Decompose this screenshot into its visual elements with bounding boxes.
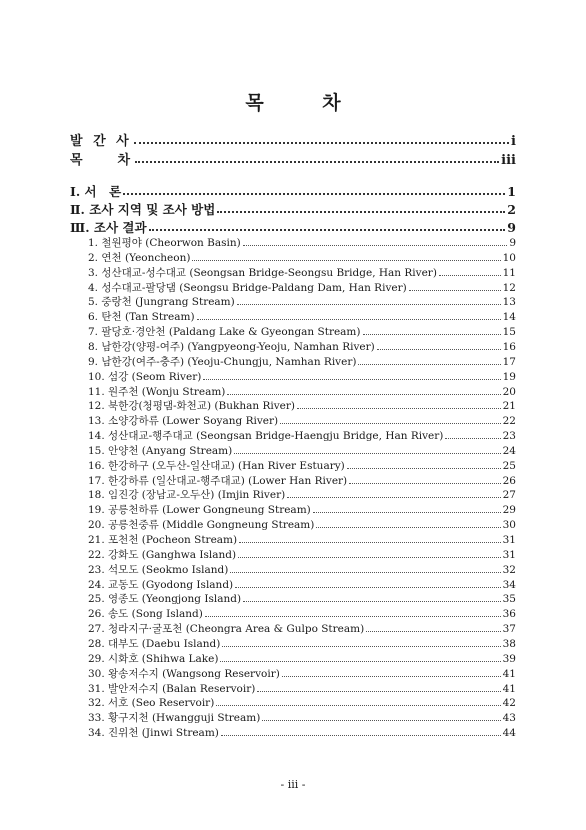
toc-item-row xyxy=(88,577,516,592)
dot-leader xyxy=(123,193,505,195)
toc-item-page-number: 37 xyxy=(502,623,516,635)
toc-item-row xyxy=(88,502,516,517)
toc-item-row xyxy=(88,235,516,250)
toc-item-page-number: 14 xyxy=(502,311,516,323)
front-matter-entry-page-number: i xyxy=(511,134,516,149)
dot-leader xyxy=(205,616,501,617)
toc-item-page-number: 25 xyxy=(502,460,516,472)
toc-item-row xyxy=(88,666,516,681)
toc-item-label: 25. 영종도 (Yeongjong Island) xyxy=(88,593,242,605)
toc-item-row xyxy=(88,681,516,696)
section-entry-page-number: 9 xyxy=(507,220,516,235)
toc-item-page-number: 26 xyxy=(502,475,516,487)
dot-leader xyxy=(313,512,501,513)
toc-item-label: 24. 교동도 (Gyodong Island) xyxy=(88,579,234,591)
toc-item-row xyxy=(88,547,516,562)
dot-leader xyxy=(239,542,501,543)
toc-item-label: 26. 송도 (Song Island) xyxy=(88,608,203,620)
toc-item-row xyxy=(88,636,516,651)
dot-leader xyxy=(287,497,500,498)
toc-item-page-number: 9 xyxy=(509,237,516,249)
toc-item-page-number: 34 xyxy=(502,579,516,591)
toc-item-page-number: 32 xyxy=(502,564,516,576)
front-matter-entry-page-number: iii xyxy=(501,153,516,168)
toc-item-row xyxy=(88,651,516,666)
toc-item-page-number: 35 xyxy=(502,593,516,605)
dot-leader xyxy=(257,691,500,692)
section-entry-label: Ⅱ. 조사 지역 및 조사 방법 xyxy=(70,202,216,217)
front-matter-entry-label: 목 차 xyxy=(70,153,134,168)
toc-item-label: 30. 왕송저수지 (Wangsong Reservoir) xyxy=(88,668,280,680)
toc-item-label: 19. 공릉천하류 (Lower Gongneung Stream) xyxy=(88,504,311,516)
section-entry-row xyxy=(70,218,516,236)
toc-item-row xyxy=(88,473,516,488)
front-matter-entry-row xyxy=(70,130,516,149)
dot-leader xyxy=(358,364,500,365)
toc-item-label: 29. 시화호 (Shihwa Lake) xyxy=(88,653,219,665)
toc-item-row xyxy=(88,517,516,532)
toc-item-label: 14. 성산대교-행주대교 (Seongsan Bridge-Haengju Bridge, Han River) xyxy=(88,430,444,442)
toc-item-label: 33. 황구지천 (Hwangguji Stream) xyxy=(88,712,261,724)
front-matter-entry-label: 발 간 사 xyxy=(70,134,132,149)
toc-item-page-number: 42 xyxy=(502,697,516,709)
toc-item-row xyxy=(88,725,516,740)
dot-leader xyxy=(235,587,500,588)
toc-item-label: 7. 팔당호·경안천 (Paldang Lake & Gyeongan Stream) xyxy=(88,326,361,338)
toc-item-label: 23. 석모도 (Seokmo Island) xyxy=(88,564,229,576)
dot-leader xyxy=(197,319,501,320)
toc-item-page-number: 11 xyxy=(502,267,516,279)
toc-item-page-number: 20 xyxy=(502,386,516,398)
dot-leader xyxy=(230,572,500,573)
section-entry-page-number: 1 xyxy=(507,184,516,199)
dot-leader xyxy=(262,720,500,721)
toc-item-row xyxy=(88,324,516,339)
toc-item-label: 4. 성수대교-팔당댐 (Seongsu Bridge-Paldang Dam, Han River) xyxy=(88,282,407,294)
toc-item-row xyxy=(88,562,516,577)
dot-leader xyxy=(203,379,500,380)
toc-item-row xyxy=(88,354,516,369)
dot-leader xyxy=(227,394,500,395)
toc-item-label: 9. 남한강(여주-충주) (Yeoju-Chungju, Namhan River) xyxy=(88,356,357,368)
toc-item-label: 22. 강화도 (Ganghwa Island) xyxy=(88,549,237,561)
dot-leader xyxy=(222,646,500,647)
toc-item-row xyxy=(88,265,516,280)
toc-item-row xyxy=(88,443,516,458)
dot-leader xyxy=(316,527,500,528)
toc-item-row xyxy=(88,413,516,428)
toc-item-page-number: 30 xyxy=(502,519,516,531)
toc-item-page-number: 19 xyxy=(502,371,516,383)
dot-leader xyxy=(149,229,506,231)
toc-item-label: 28. 대부도 (Daebu Island) xyxy=(88,638,221,650)
toc-item-page-number: 24 xyxy=(502,445,516,457)
toc-item-label: 12. 북한강(청평댐-화천교) (Bukhan River) xyxy=(88,400,295,412)
front-matter-entry-row xyxy=(70,149,516,168)
toc-item-page-number: 38 xyxy=(502,638,516,650)
toc-item-page-number: 31 xyxy=(502,549,516,561)
dot-leader xyxy=(409,290,501,291)
toc-item-page-number: 44 xyxy=(502,727,516,739)
toc-item-page-number: 17 xyxy=(502,356,516,368)
toc-item-page-number: 31 xyxy=(502,534,516,546)
dot-leader xyxy=(377,349,501,350)
dot-leader xyxy=(347,468,501,469)
toc-item-row xyxy=(88,384,516,399)
toc-item-page-number: 41 xyxy=(502,683,516,695)
toc-item-page-number: 21 xyxy=(502,400,516,412)
toc-item-label: 5. 중랑천 (Jungrang Stream) xyxy=(88,296,235,308)
toc-item-row xyxy=(88,695,516,710)
toc-item-page-number: 15 xyxy=(502,326,516,338)
section-entry-label: Ⅲ. 조사 결과 xyxy=(70,220,147,235)
dot-leader xyxy=(216,705,500,706)
dot-leader xyxy=(135,161,499,163)
section-entry-row xyxy=(70,182,516,200)
toc-item-row xyxy=(88,398,516,413)
toc-item-label: 17. 한강하류 (일산대교-행주대교) (Lower Han River) xyxy=(88,475,348,487)
dot-leader xyxy=(439,275,501,276)
dot-leader xyxy=(445,438,500,439)
dot-leader xyxy=(237,304,501,305)
toc-item-row xyxy=(88,621,516,636)
toc-item-label: 3. 성산대교-성수대교 (Seongsan Bridge-Seongsu Bridge, Han River) xyxy=(88,267,437,279)
toc-item-row xyxy=(88,591,516,606)
toc-item-label: 32. 서호 (Seo Reservoir) xyxy=(88,697,215,709)
toc-item-row xyxy=(88,369,516,384)
dot-leader xyxy=(282,676,501,677)
toc-item-page-number: 10 xyxy=(502,252,516,264)
page-number: - iii - xyxy=(280,778,306,791)
dot-leader xyxy=(220,661,500,662)
dot-leader xyxy=(238,557,501,558)
page-title: 목 차 xyxy=(245,92,367,114)
toc-item-label: 13. 소양강하류 (Lower Soyang River) xyxy=(88,415,279,427)
dot-leader xyxy=(221,735,501,736)
dot-leader xyxy=(349,483,500,484)
toc-item-label: 1. 철원평야 (Cheorwon Basin) xyxy=(88,237,241,249)
toc-item-row xyxy=(88,250,516,265)
toc-item-row xyxy=(88,606,516,621)
toc-item-label: 2. 연천 (Yeoncheon) xyxy=(88,252,191,264)
toc-item-page-number: 41 xyxy=(502,668,516,680)
dot-leader xyxy=(243,245,508,246)
dot-leader xyxy=(363,334,501,335)
toc-item-page-number: 43 xyxy=(502,712,516,724)
toc-item-page-number: 13 xyxy=(502,296,516,308)
dot-leader xyxy=(297,408,501,409)
dot-leader xyxy=(243,601,501,602)
toc-item-row xyxy=(88,309,516,324)
toc-item-page-number: 22 xyxy=(502,415,516,427)
toc-item-row xyxy=(88,458,516,473)
toc-item-label: 27. 청라지구·굴포천 (Cheongra Area & Gulpo Stream) xyxy=(88,623,365,635)
section-entry-page-number: 2 xyxy=(507,202,516,217)
dot-leader xyxy=(217,211,505,213)
toc-item-label: 20. 공릉천중류 (Middle Gongneung Stream) xyxy=(88,519,315,531)
dot-leader xyxy=(192,260,500,261)
toc-item-page-number: 16 xyxy=(502,341,516,353)
section-entry-label: Ⅰ. 서 론 xyxy=(70,184,122,199)
toc-item-row xyxy=(88,428,516,443)
toc-item-label: 21. 포천천 (Pocheon Stream) xyxy=(88,534,238,546)
toc-item-page-number: 23 xyxy=(502,430,516,442)
toc-item-label: 31. 발안저수지 (Balan Reservoir) xyxy=(88,683,256,695)
toc-item-row xyxy=(88,294,516,309)
dot-leader xyxy=(134,142,509,144)
toc-item-row xyxy=(88,710,516,725)
toc-item-page-number: 27 xyxy=(502,489,516,501)
toc-item-row xyxy=(88,532,516,547)
toc-item-label: 34. 진위천 (Jinwi Stream) xyxy=(88,727,219,739)
toc-item-row xyxy=(88,487,516,502)
dot-leader xyxy=(234,453,500,454)
toc-item-label: 11. 원주천 (Wonju Stream) xyxy=(88,386,226,398)
toc-item-label: 15. 안양천 (Anyang Stream) xyxy=(88,445,233,457)
dot-leader xyxy=(280,423,501,424)
toc-item-row xyxy=(88,339,516,354)
toc-item-page-number: 39 xyxy=(502,653,516,665)
toc-item-label: 16. 한강하구 (오두산-일산대교) (Han River Estuary) xyxy=(88,460,345,472)
toc-item-label: 18. 임진강 (장남교-오두산) (Imjin River) xyxy=(88,489,286,501)
section-entry-row xyxy=(70,200,516,218)
toc-item-row xyxy=(88,280,516,295)
dot-leader xyxy=(366,631,500,632)
toc-item-page-number: 36 xyxy=(502,608,516,620)
toc-item-label: 6. 탄천 (Tan Stream) xyxy=(88,311,195,323)
toc-item-page-number: 12 xyxy=(502,282,516,294)
toc-item-label: 8. 남한강(양평-여주) (Yangpyeong-Yeoju, Namhan River) xyxy=(88,341,375,353)
toc-item-label: 10. 섬강 (Seom River) xyxy=(88,371,202,383)
toc-item-page-number: 29 xyxy=(502,504,516,516)
